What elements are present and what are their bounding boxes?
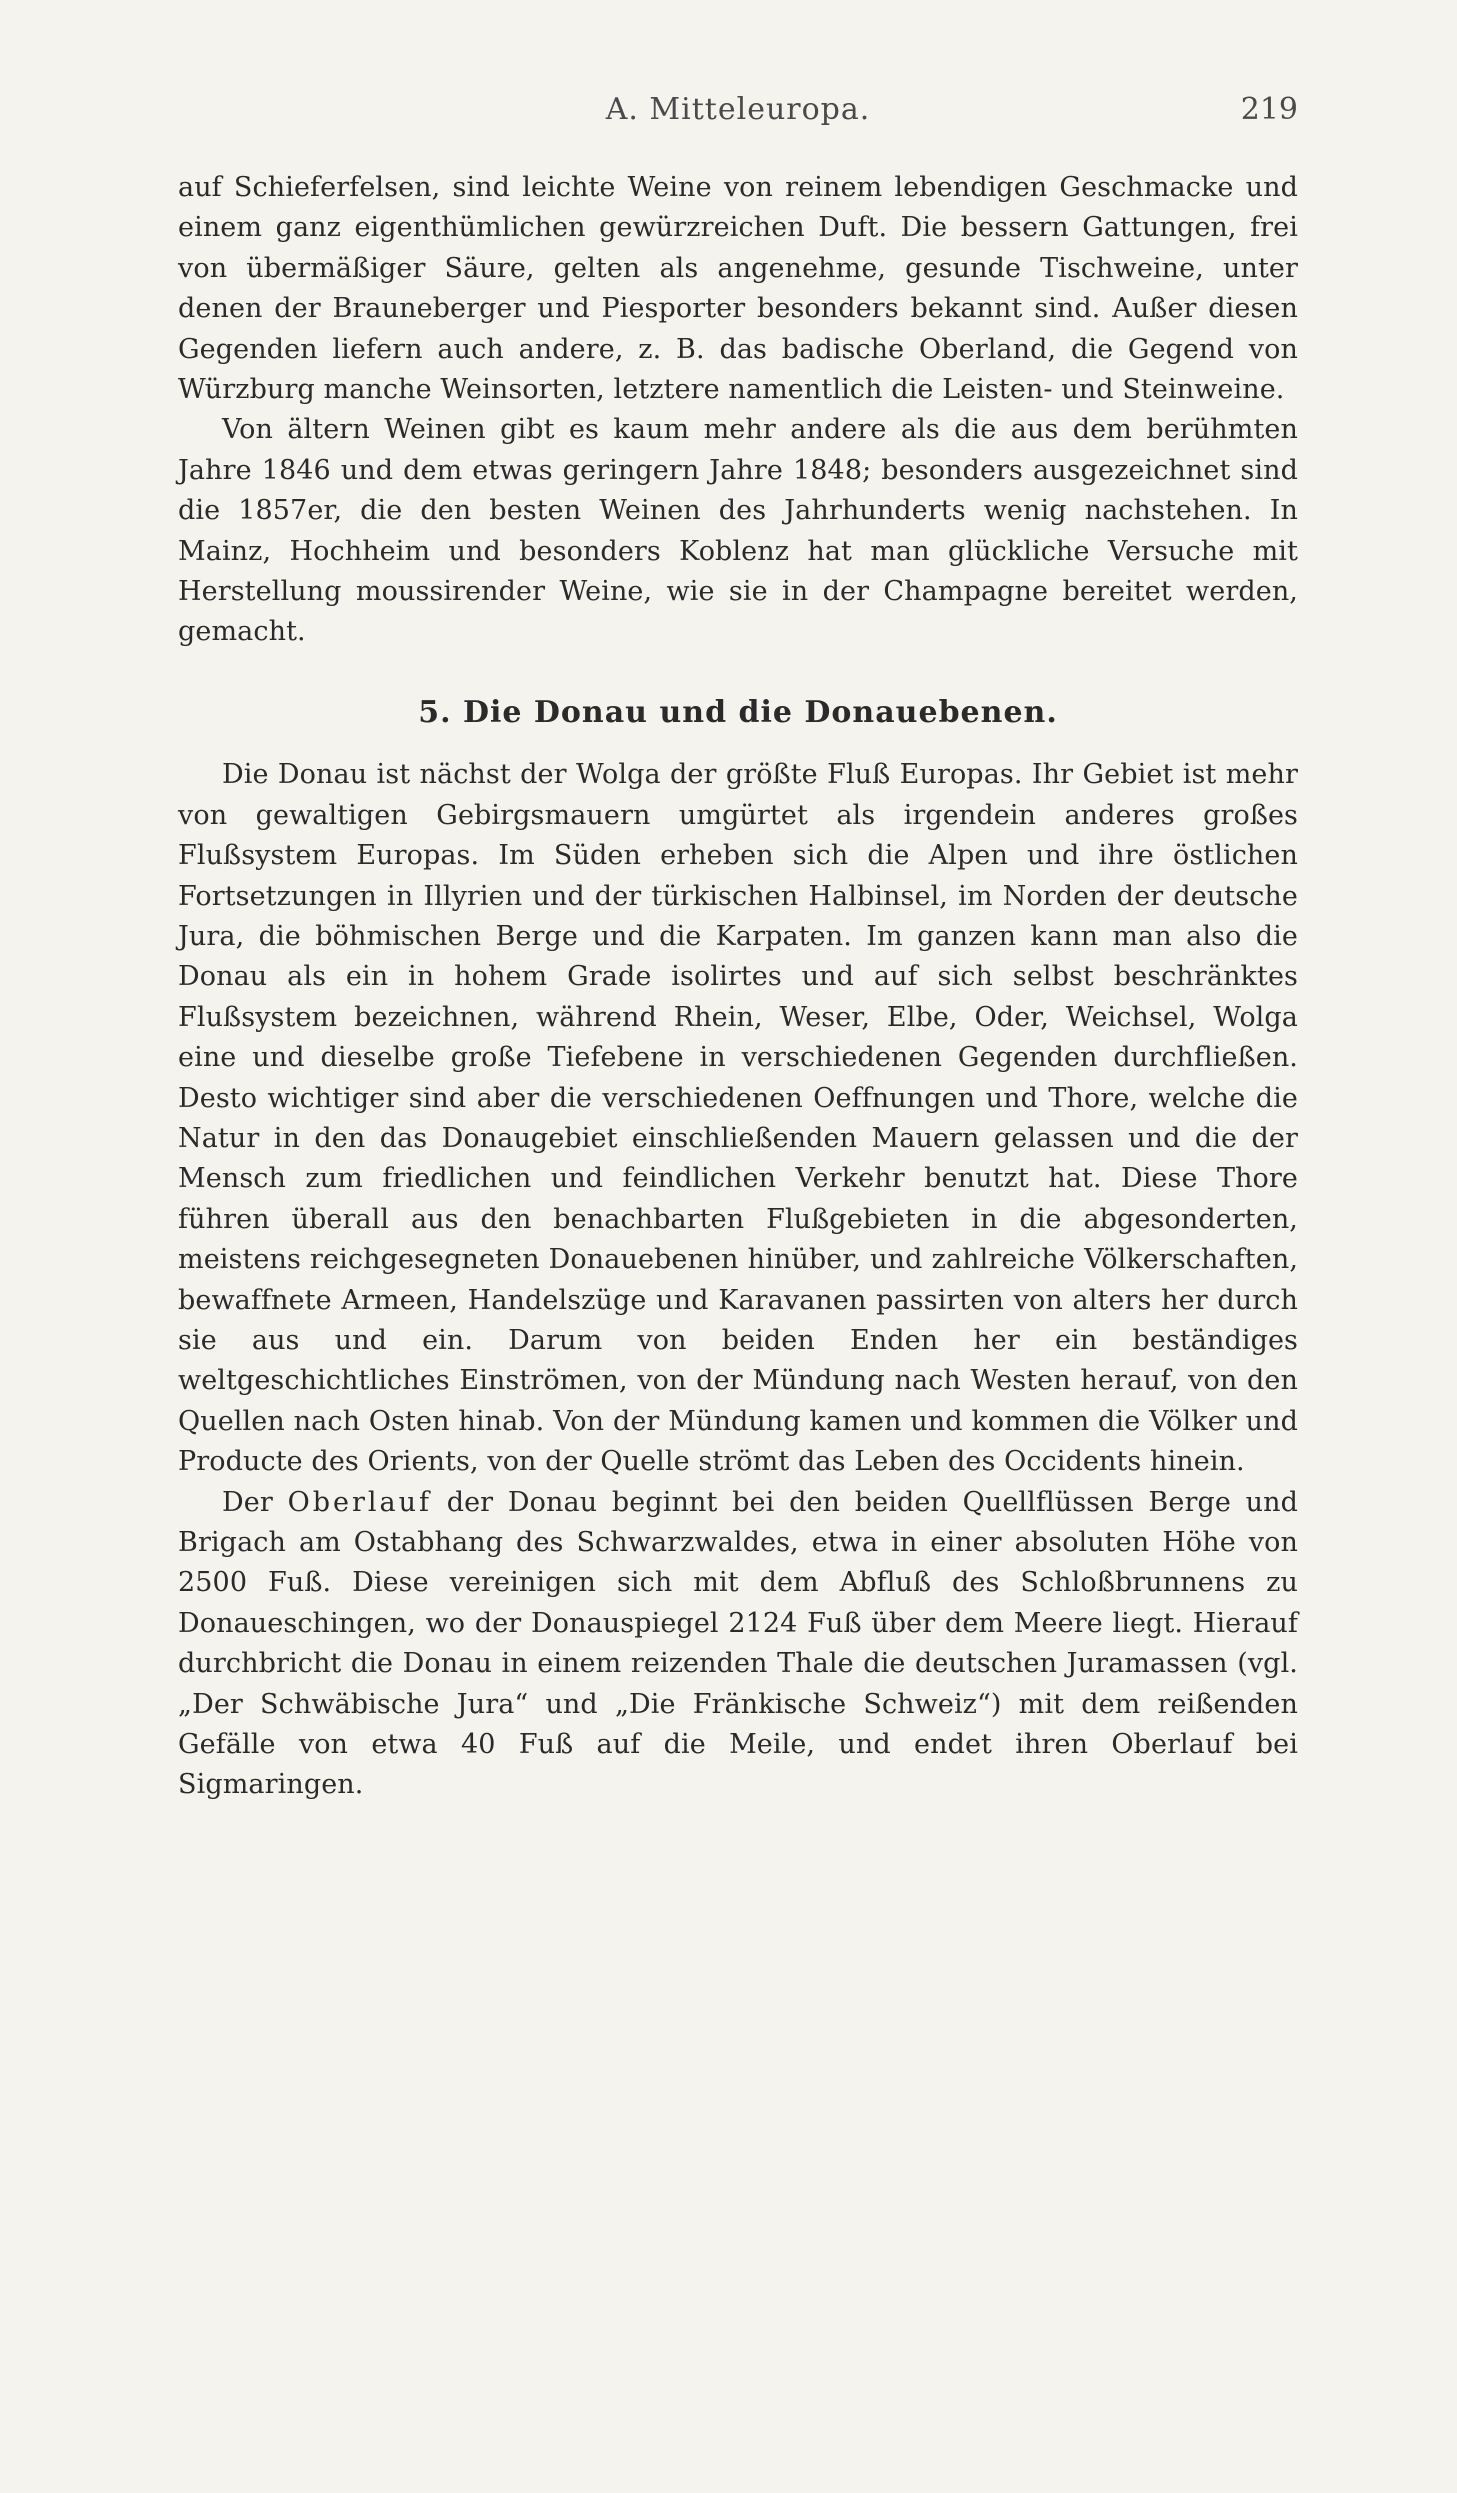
running-head [178,92,1298,132]
paragraph-vintages: Von ältern Weinen gibt es kaum mehr andere als die aus dem berühmten Jahre 1846 und dem etwas geringern Jahre 1848; besonders ausgezeichnet sind die 1857er, die den besten Weinen des Jahrhunderts wenig nachstehen. In Mainz, Hochheim und besonders Koblenz hat man glückliche Versuche mit Herstellung moussirender Weine, wie sie in der Champagne bereitet werden, gemacht. [178,414,1298,648]
section-heading: 5. Die Donau und die Donauebenen. [418,694,1058,730]
emphasized-term: Oberlauf [287,1486,432,1518]
paragraph-continued: auf Schieferfelsen, sind leichte Weine von reinem lebendigen Geschmacke und einem ganz eigenthümlichen gewürzreichen Duft. Die bessern Gattungen, frei von übermäßiger Säure, gelten als angenehme, gesunde Tischweine, unter denen der Brauneberger und Piesporter besonders bekannt sind. Außer diesen Gegenden liefern auch andere, z. B. das badische Oberland, die Gegend von Würzburg manche Weinsorten, letztere namentlich die Leisten- und Steinweine. [178,172,1298,406]
running-title: A. Mitteleuropa. [605,92,871,127]
paragraph-donau-overview: Die Donau ist nächst der Wolga der größte Fluß Europas. Ihr Gebiet ist mehr von gewaltigen Gebirgsmauern umgürtet als irgendein anderes großes Flußsystem Europas. Im Süden erheben sich die Alpen und ihre östlichen Fortsetzungen in Illyrien und der türkischen Halbinsel, im Norden der deutsche Jura, die böhmischen Berge und die Karpaten. Im ganzen kann man also die Donau als ein in hohem Grade isolirtes und auf sich selbst beschränktes Flußsystem bezeichnen, während Rhein, Weser, Elbe, Oder, Weichsel, Wolga eine und dieselbe große Tiefebene in verschiedenen Gegenden durchfließen. Desto wichtiger sind aber die verschiedenen Oeffnungen und Thore, welche die Natur in den das Donaugebiet einschließenden Mauern gelassen und die der Mensch zum friedlichen und feindlichen Verkehr benutzt hat. Diese Thore führen überall aus den benachbarten Flußgebieten in die abgesonderten, meistens reichgesegneten Donauebenen hinüber, und zahlreiche Völkerschaften, bewaffnete Armeen, Handelszüge und Karavanen passirten von alters her durch sie aus und ein. Darum von beiden Enden her ein beständiges weltgeschichtliches Einströmen, von der Mündung nach Westen herauf, von den Quellen nach Osten hinab. Von der Mündung kamen und kommen die Völker und Producte des Orients, von der Quelle strömt das Leben des Occidents hinein. [178,759,1298,1478]
page-number: 219 [1240,92,1298,127]
paragraph-oberlauf [178,1483,1298,1806]
paragraph-lead: Der [222,1486,288,1518]
paragraph-rest: der Donau beginnt bei den beiden Quellflüssen Berge und Brigach am Ostabhang des Schwarzwaldes, etwa in einer absoluten Höhe von 2500 Fuß. Diese vereinigen sich mit dem Abfluß des Schloßbrunnens zu Donaueschingen, wo der Donauspiegel 2124 Fuß über dem Meere liegt. Hierauf durchbricht die Donau in einem reizenden Thale die deutschen Juramassen (vgl. „Der Schwäbische Jura“ und „Die Fränkische Schweiz“) mit dem reißenden Gefälle von etwa 40 Fuß auf die Meile, und endet ihren Oberlauf bei Sigmaringen. [178,1486,1298,1801]
body-text [178,168,1298,1806]
